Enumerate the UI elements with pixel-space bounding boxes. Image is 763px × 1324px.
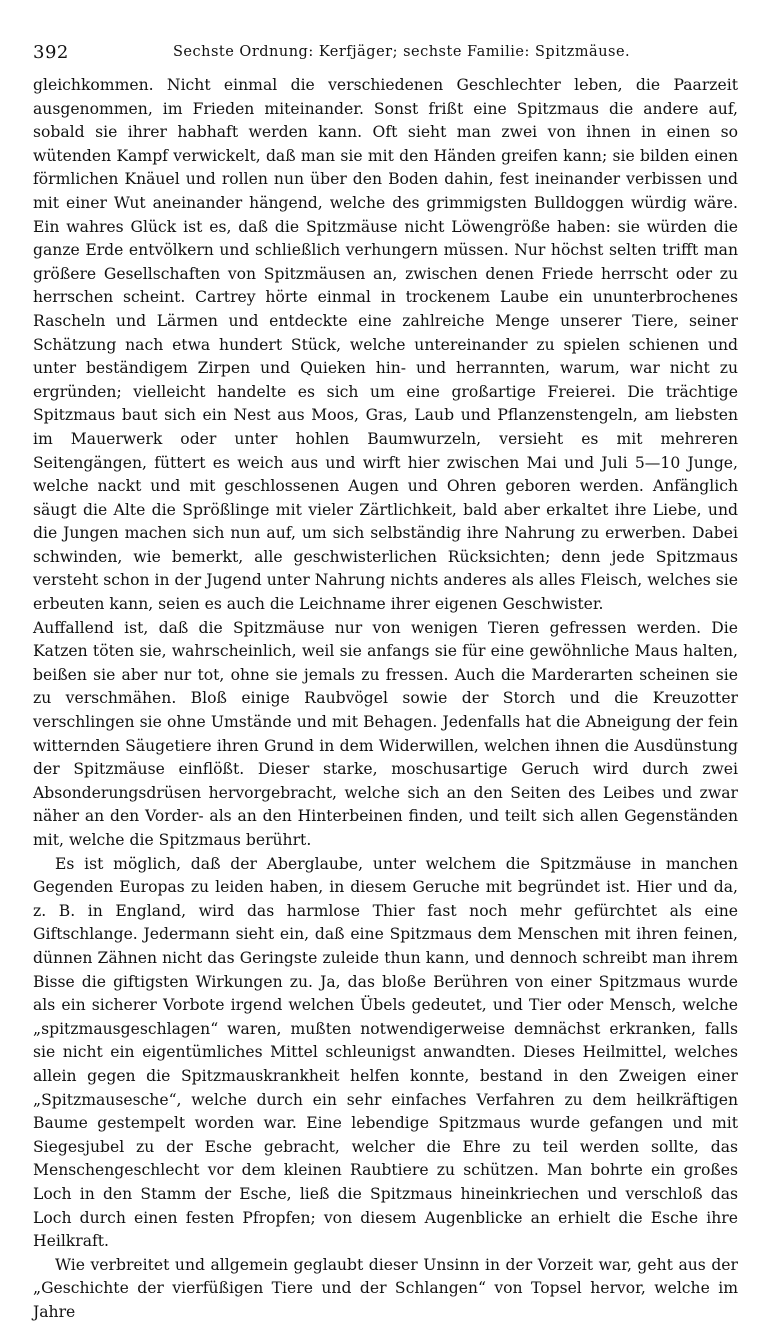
paragraph-1: gleichkommen. Nicht einmal die verschiedenen Geschlechter leben, die Paarzeit ausgenommen, im Frieden miteinander. Sonst frißt eine Spitzmaus die andere auf, sobald sie ihrer habhaft werden kann. Oft sieht man zwei von ihnen in einen so wütenden Kampf verwickelt, daß man sie mit den Händen greifen kann; sie bilden einen förmlichen Knäuel und rollen nun über den Boden dahin, fest ineinander verbissen und mit einer Wut aneinander hängend, welche des grimmigsten Bulldoggen würdig wäre. Ein wahres Glück ist es, daß die Spitzmäuse nicht Löwengröße haben: sie würden die ganze Erde entvölkern und schließlich verhungern müssen. Nur höchst selten trifft man größere Gesellschaften von Spitzmäusen an, zwischen denen Friede herrscht oder zu herrschen scheint. Cartrey hörte einmal in trockenem Laube ein ununterbrochenes Rascheln und Lärmen und entdeckte eine zahlreiche Menge unserer Tiere, seiner Schätzung nach etwa hundert Stück, welche untereinander zu spielen schienen und unter beständigem Zirpen und Quieken hin- und herrannten, warum, war nicht zu ergründen; vielleicht handelte es sich um eine großartige Freierei. Die trächtige Spitzmaus baut sich ein Nest aus Moos, Gras, Laub und Pflanzenstengeln, am liebsten im Mauerwerk oder unter hohlen Baumwurzeln, versieht es mit mehreren Seitengängen, füttert es weich aus und wirft hier zwischen Mai und Juli 5—10 Junge, welche nackt und mit geschlossenen Augen und Ohren geboren werden. Anfänglich säugt die Alte die Sprößlinge mit vieler Zärtlichkeit, bald aber erkaltet ihre Liebe, und die Jungen machen sich nun auf, um sich selbständig ihre Nahrung zu erwerben. Dabei schwinden, wie bemerkt, alle geschwisterlichen Rücksichten; denn jede Spitzmaus versteht schon in der Jugend unter Nahrung nichts anderes als alles Fleisch, welches sie erbeuten kann, seien es auch die Leichname ihrer eigenen Geschwister. — [33, 76, 738, 614]
body-text — [33, 74, 738, 1324]
page-header — [33, 38, 738, 74]
page-number: 392 — [33, 42, 69, 63]
paragraph-3: Es ist möglich, daß der Aberglaube, unter welchem die Spitzmäuse in manchen Gegenden Europas zu leiden haben, in diesem Geruche mit begründet ist. Hier und da, z. B. in England, wird das harmlose Thier fast noch mehr gefürchtet als eine Giftschlange. Jedermann sieht ein, daß eine Spitzmaus dem Menschen mit ihren feinen, dünnen Zähnen nicht das Geringste zuleide thun kann, und dennoch schreibt man ihrem Bisse die giftigsten Wirkungen zu. Ja, das bloße Berühren von einer Spitzmaus wurde als ein sicherer Vorbote irgend welchen Übels gedeutet, und Tier oder Mensch, welche „spitzmausgeschlagen“ waren, mußten notwendigerweise demnächst erkranken, falls sie nicht ein eigentümliches Mittel schleunigst anwandten. Dieses Heilmittel, welches allein gegen die Spitzmauskrankheit helfen konnte, bestand in den Zweigen einer „Spitzmausesche“, welche durch ein sehr einfaches Verfahren zu dem heilkräftigen Baume gestempelt worden war. Eine lebendige Spitzmaus wurde gefangen und mit Siegesjubel zu der Esche gebracht, welcher die Ehre zu teil werden sollte, das Menschengeschlecht vor dem kleinen Raubtiere zu schützen. Man bohrte ein großes Loch in den Stamm der Esche, ließ die Spitzmaus hineinkriechen und verschloß das Loch durch einen festen Pfropfen; von diesem Augenblicke an erhielt die Esche ihre Heilkraft. — [33, 854, 738, 1251]
paragraph-2: Auffallend ist, daß die Spitzmäuse nur von wenigen Tieren gefressen werden. Die Katzen töten sie, wahrscheinlich, weil sie anfangs sie für eine gewöhnliche Maus halten, beißen sie aber nur tot, ohne sie jemals zu fressen. Auch die Marderarten scheinen sie zu verschmähen. Bloß einige Raubvögel sowie der Storch und die Kreuzotter verschlingen sie ohne Umstände und mit Behagen. Jedenfalls hat die Abneigung der fein witternden Säugetiere ihren Grund in dem Widerwillen, welchen ihnen die Ausdünstung der Spitzmäuse einflößt. Dieser starke, moschusartige Geruch wird durch zwei Absonderungsdrüsen hervorgebracht, welche sich an den Seiten des Leibes und zwar näher an den Vorder- als an den Hinterbeinen finden, und teilt sich allen Gegenständen mit, welche die Spitzmaus berührt. — [33, 618, 738, 849]
running-head: Sechste Ordnung: Kerfjäger; sechste Familie: Spitzmäuse. — [173, 44, 631, 60]
paragraph-4: Wie verbreitet und allgemein geglaubt dieser Unsinn in der Vorzeit war, geht aus der „Geschichte der vierfüßigen Tiere und der Schlangen“ von Topsel hervor, welche im Jahre — [33, 1255, 738, 1321]
book-page — [33, 38, 738, 1321]
